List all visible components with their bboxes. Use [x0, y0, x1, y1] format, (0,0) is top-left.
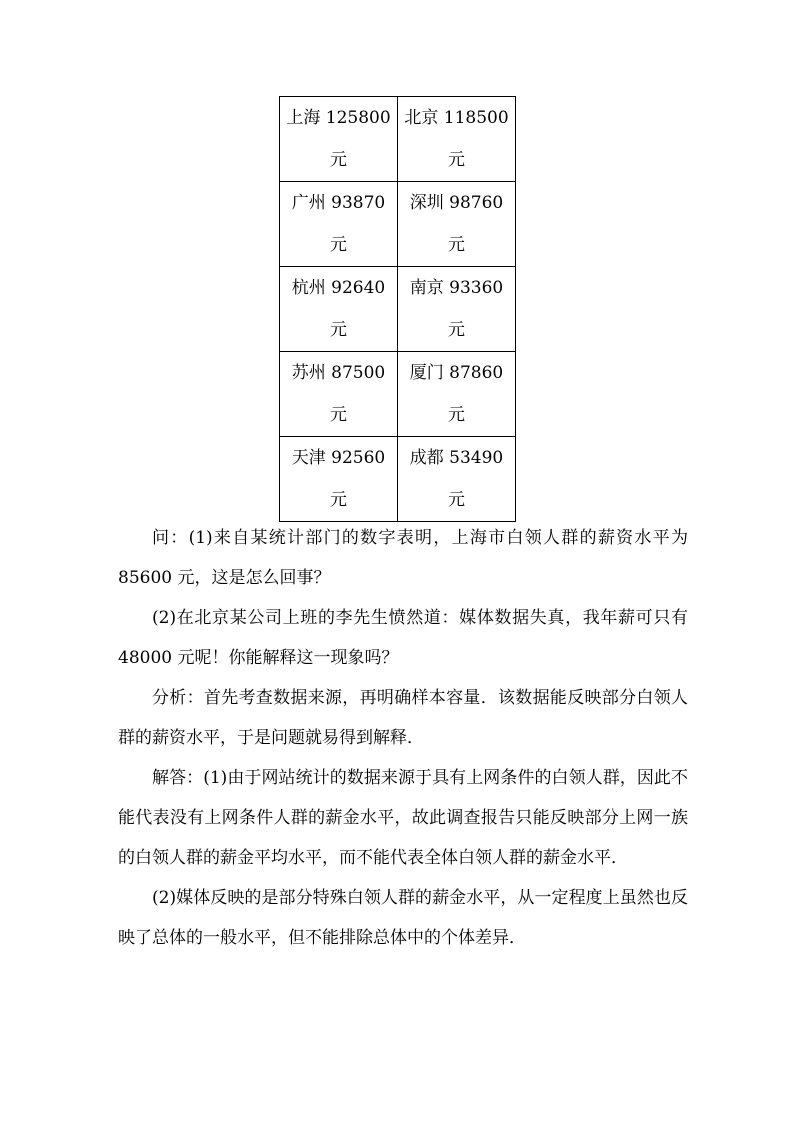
body-text [118, 518, 688, 958]
table-cell-chengdu [398, 437, 516, 522]
city-salary: 深圳 98760 [409, 193, 504, 213]
salary-table [279, 96, 516, 522]
unit-label: 元 [448, 405, 465, 425]
city-salary: 成都 53490 [409, 448, 504, 468]
city-salary: 南京 93360 [409, 278, 504, 298]
city-salary: 广州 93870 [291, 193, 386, 213]
table-row [280, 352, 516, 437]
city-salary: 上海 125800 [286, 108, 391, 128]
answer-2-paragraph: (2)媒体反映的是部分特殊白领人群的薪金水平，从一定程度上虽然也反映了总体的一般水平，但不能排除总体中的个体差异． [118, 888, 688, 948]
table-cell-tianjin [280, 437, 398, 522]
city-salary: 天津 92560 [291, 448, 386, 468]
answer-1-paragraph: 解答：(1)由于网站统计的数据来源于具有上网条件的白领人群，因此不能代表没有上网条件人群的薪金水平，故此调查报告只能反映部分上网一族的白领人群的薪金平均水平，而不能代表全体白领人群的薪金水平． [118, 768, 688, 868]
city-salary: 杭州 92640 [291, 278, 386, 298]
analysis-paragraph: 分析：首先考查数据来源，再明确样本容量．该数据能反映部分白领人群的薪资水平，于是问题就易得到解释． [118, 688, 688, 748]
table-cell-xiamen [398, 352, 516, 437]
unit-label: 元 [330, 405, 347, 425]
table-cell-guangzhou [280, 182, 398, 267]
table-row [280, 267, 516, 352]
unit-label: 元 [330, 235, 347, 255]
city-salary: 苏州 87500 [291, 363, 386, 383]
unit-label: 元 [330, 320, 347, 340]
unit-label: 元 [448, 320, 465, 340]
table-cell-suzhou [280, 352, 398, 437]
question-2-paragraph: (2)在北京某公司上班的李先生愤然道：媒体数据失真，我年薪可只有 48000 元呢！你能解释这一现象吗？ [118, 608, 688, 668]
unit-label: 元 [330, 150, 347, 170]
unit-label: 元 [448, 150, 465, 170]
table-cell-shanghai [280, 97, 398, 182]
unit-label: 元 [330, 490, 347, 510]
table-cell-hangzhou [280, 267, 398, 352]
table-cell-nanjing [398, 267, 516, 352]
table-cell-beijing [398, 97, 516, 182]
city-salary: 厦门 87860 [409, 363, 504, 383]
question-1-paragraph: 问：(1)来自某统计部门的数字表明，上海市白领人群的薪资水平为 85600 元，这是怎么回事？ [118, 528, 688, 588]
unit-label: 元 [448, 490, 465, 510]
unit-label: 元 [448, 235, 465, 255]
table-row [280, 182, 516, 267]
table-row [280, 437, 516, 522]
table-row [280, 97, 516, 182]
city-salary: 北京 118500 [404, 108, 509, 128]
table-cell-shenzhen [398, 182, 516, 267]
